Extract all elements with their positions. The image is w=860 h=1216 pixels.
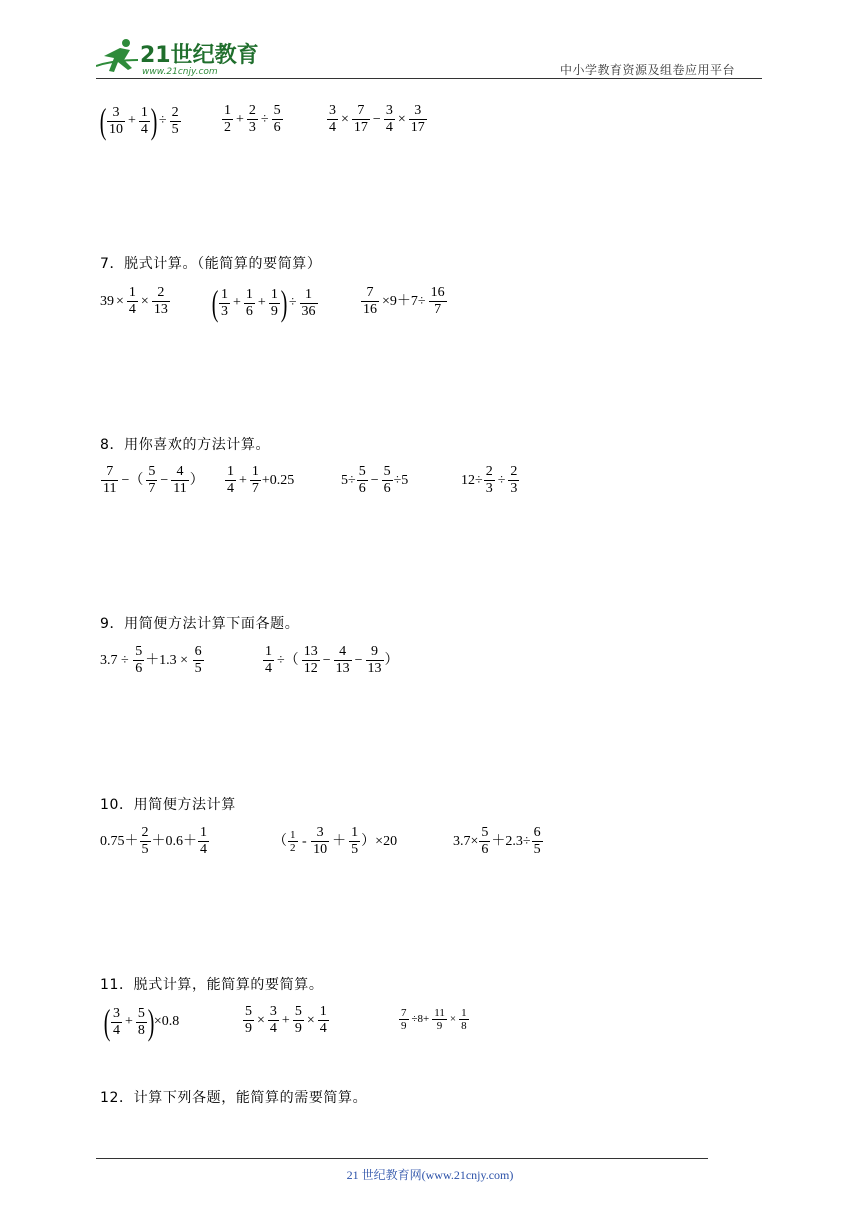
logo-text: 21世纪教育	[140, 43, 259, 68]
q6-expression-3: $\frac{3}{4}$ × $\frac{7}{17}$ − $\frac{3}{4}$ × $\frac{3}{17}$	[329, 103, 425, 135]
footer-link[interactable]: 21 世纪教育网(www.21cnjy.com)	[346, 1168, 514, 1182]
logo-url: www.21cnjy.com	[142, 67, 218, 77]
q7-expression-3: $\frac{7}{16}$ ×9＋7÷ $\frac{16}{7}$	[363, 285, 445, 317]
q8-expression-3: 5÷ $\frac{5}{6}$ − $\frac{5}{6}$ ÷5	[341, 464, 409, 496]
q8-title: 8．用你喜欢的方法计算。	[100, 437, 271, 453]
q11-expression-2: $\frac{5}{9}$ × $\frac{3}{4}$ + $\frac{5}{9}$ × $\frac{1}{4}$	[245, 1004, 327, 1036]
q11-expression-1: ( $\frac{3}{4}$ + $\frac{5}{8}$ ) ×0.8	[103, 1002, 180, 1042]
footer-divider	[96, 1158, 708, 1159]
q8-expression-4: 12÷ $\frac{2}{3}$ ÷ $\frac{2}{3}$	[461, 464, 518, 496]
q11-expression-3: $\frac{7}{9}$ ÷8+ $\frac{11}{9}$ × $\frac{1}{8}$	[401, 1007, 467, 1032]
q7-title: 7．脱式计算。（能简算的要简算）	[100, 256, 322, 272]
q7-expression-2: ( $\frac{1}{3}$ + $\frac{1}{6}$ + $\frac{1}{9}$ ) ÷ $\frac{1}{36}$	[211, 283, 316, 323]
header-divider	[96, 78, 762, 79]
q8-expression-2: $\frac{1}{4}$ + $\frac{1}{7}$ +0.25	[227, 464, 295, 496]
q9-title: 9．用简便方法计算下面各题。	[100, 616, 300, 632]
q7-expression-1: 39 × $\frac{1}{4}$ × $\frac{2}{13}$	[100, 285, 168, 317]
q10-expression-2: （ $\frac{1}{2}$ - $\frac{3}{10}$ ＋ $\frac{1}{5}$ ）×20	[273, 825, 398, 857]
q9-expression-1: 3.7 ÷ $\frac{5}{6}$ ＋1.3 × $\frac{6}{5}$	[100, 644, 202, 676]
runner-icon	[96, 39, 138, 72]
q10-expression-1: 0.75＋ $\frac{2}{5}$ ＋0.6＋ $\frac{1}{4}$	[100, 825, 207, 857]
q9-expression-2: $\frac{1}{4}$ ÷（ $\frac{13}{12}$ − $\frac{4}{13}$ − $\frac{9}{13}$ ）	[265, 644, 399, 676]
site-logo	[96, 38, 266, 78]
q6-expression-2: $\frac{1}{2}$ + $\frac{2}{3}$ ÷ $\frac{5}{6}$	[224, 103, 281, 135]
q10-expression-3: 3.7× $\frac{5}{6}$ ＋2.3÷ $\frac{6}{5}$	[453, 825, 541, 857]
platform-name: 中小学教育资源及组卷应用平台	[560, 63, 736, 77]
q10-title: 10．用简便方法计算	[100, 797, 236, 813]
q6-expression-1: ( $\frac{3}{10}$ + $\frac{1}{4}$ ) ÷ $\frac{2}{5}$	[99, 101, 179, 141]
q12-title: 12．计算下列各题，能简算的需要简算。	[100, 1090, 368, 1106]
q11-title: 11．脱式计算，能简算的要简算。	[100, 977, 324, 993]
q8-expression-1: $\frac{7}{11}$ −（ $\frac{5}{7}$ − $\frac{4}{11}$ ）	[103, 464, 204, 496]
